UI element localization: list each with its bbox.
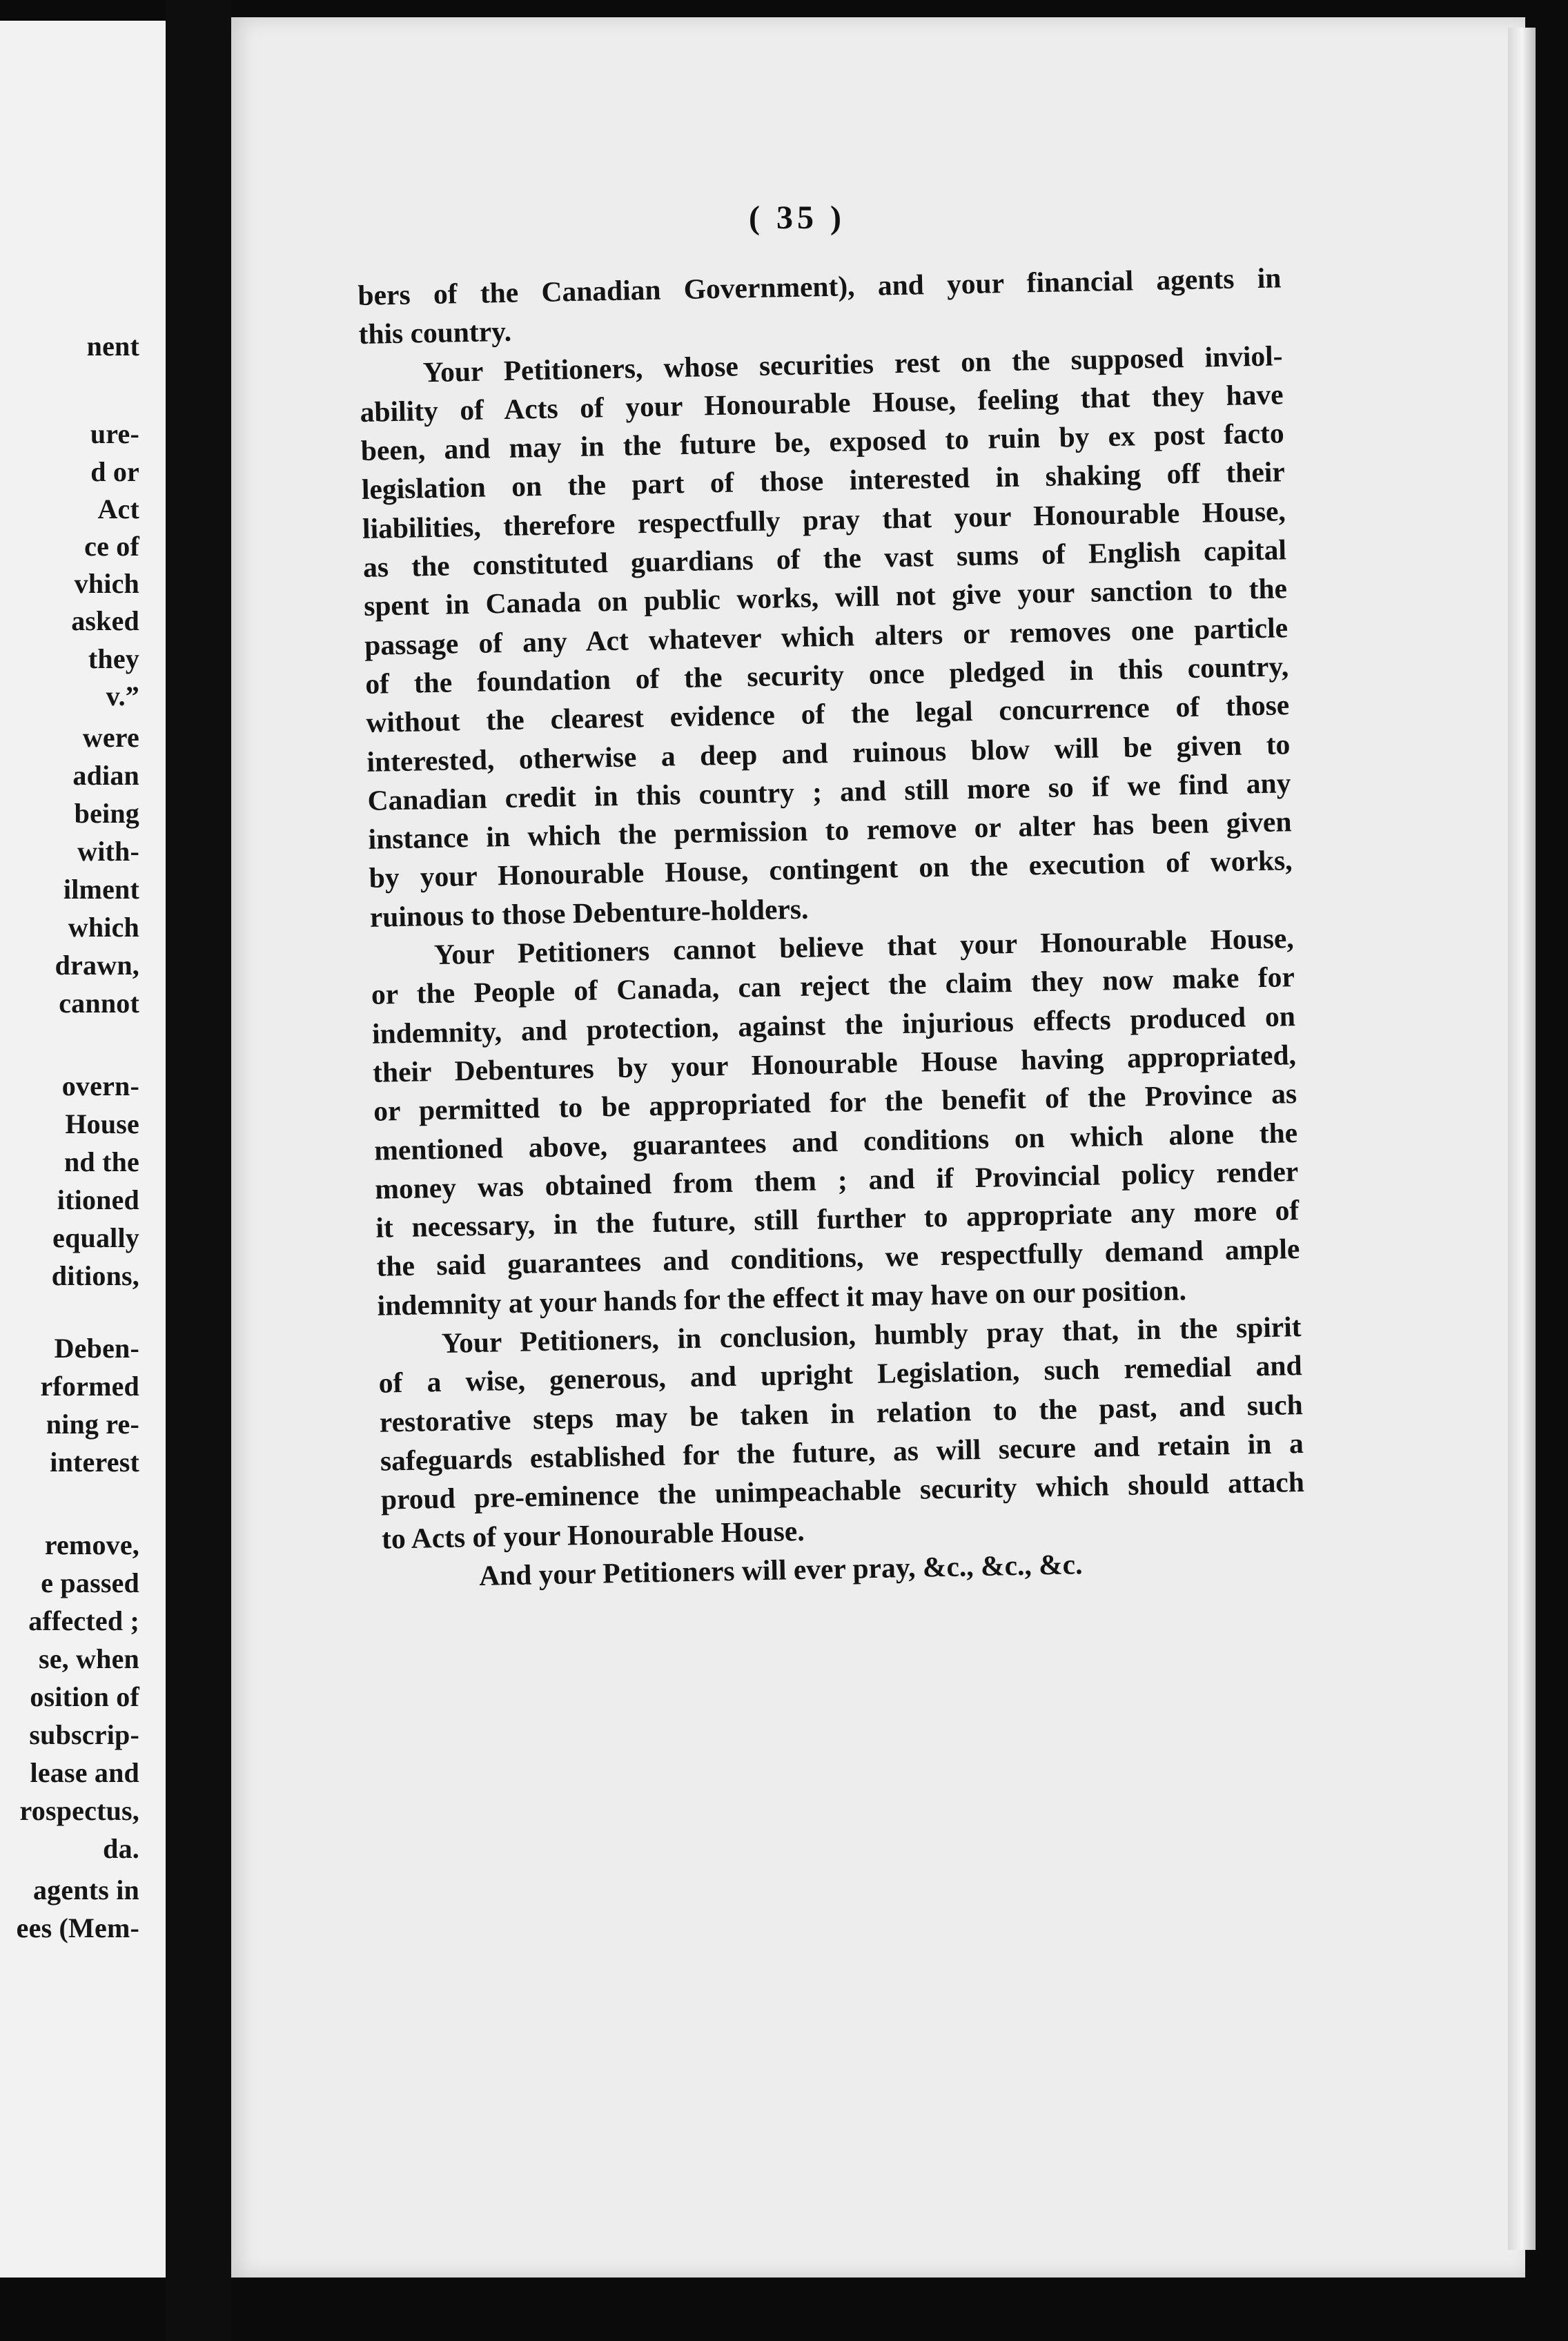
text-line: this country. [358,315,512,351]
text-line: interested, otherwise a deep and ruinous blow will be given to [366,727,1291,778]
text-line: indemnity, and protection, against the injurious effects produced on [371,999,1296,1050]
text-line: Your Petitioners, whose securities rest on the supposed inviol- [422,339,1283,388]
left-page-fragment: which [68,912,139,943]
text-line: passage of any Act whatever which alters or removes one particle [364,611,1288,661]
text-line: And your Petitioners will ever pray, &c., &c., &c. [478,1547,1083,1591]
book-gutter [166,0,231,2341]
text-line: it necessary, in the future, still further to appropriate any more of [375,1194,1300,1244]
text-line: instance in which the permission to remove or alter has been given [368,805,1292,856]
left-page-fragment: rformed [40,1371,139,1402]
text-line: their Debentures by your Honourable House having appropriated, [372,1039,1297,1088]
left-page-fragment: e passed [41,1567,139,1598]
left-page-fragment: ilment [63,874,139,905]
body-text [357,258,1306,1596]
text-line: the said guarantees and conditions, we respectfully demand ample [376,1233,1300,1283]
text-line: proud pre-eminence the unimpeachable security which should attach [380,1466,1305,1516]
page-number: ( 35 ) [749,199,845,236]
left-page-fragment: Deben- [54,1333,139,1364]
left-page-fragment: drawn, [55,950,139,981]
text-line: ability of Acts of your Honourable House, feeling that they have [360,378,1284,428]
text-line: of the foundation of the security once pledged in this country, [364,650,1289,700]
text-line: of a wise, generous, and upright Legislation, such remedial and [378,1349,1302,1400]
left-page-fragment: ning re- [46,1409,139,1440]
text-line: or the People of Canada, can reject the claim they now make for [371,961,1295,1011]
text-line: money was obtained from them ; and if Provincial policy render [374,1155,1299,1205]
left-page-fragment: remove, [44,1529,139,1560]
page-edge [1508,28,1536,2250]
left-page-fragment: asked [71,605,139,636]
left-page-fragment: interest [50,1447,139,1478]
text-line: legislation on the part of those interested in shaking off their [361,456,1286,506]
left-page-fragment: rospectus, [19,1795,139,1826]
left-page-fragment: itioned [57,1184,139,1215]
left-page-fragment: overn- [61,1070,139,1101]
left-page-fragment: were [82,722,139,753]
text-line: safeguards established for the future, as will secure and retain in a [380,1427,1304,1477]
text-line: liabilities, therefore respectfully pray that your Honourable House, [362,495,1286,545]
left-page-fragment: subscrip- [29,1719,139,1750]
text-line: bers of the Canadian Government), and your financial agents in [357,262,1282,311]
left-page-fragment: ce of [84,531,139,562]
left-page-fragment: being [74,798,139,829]
left-page-fragment: nent [86,331,139,362]
left-page-fragment: adian [72,760,139,791]
left-page-fragment: vhich [74,568,139,599]
left-page-fragment: they [88,643,139,674]
text-line: been, and may in the future be, exposed to ruin by ex post facto [360,417,1285,467]
left-page-fragment: affected ; [28,1605,139,1636]
text-line: Your Petitioners cannot believe that your Honourable House, [433,922,1295,971]
text-line: to Acts of your Honourable House. [381,1514,805,1555]
left-page-fragment: v.” [106,680,139,712]
text-line: by your Honourable House, contingent on the execution of works, [369,844,1293,894]
left-page-fragment: da. [103,1833,139,1864]
text-line: spent in Canada on public works, will not give your sanction to the [363,572,1288,623]
text-line: mentioned above, guarantees and conditions on which alone the [373,1116,1298,1166]
left-page-fragment: ure- [90,418,139,449]
text-line: as the constituted guardians of the vast sums of English capital [362,533,1287,583]
left-page-fragment: ees (Mem- [16,1912,139,1943]
left-page-fragment: ditions, [51,1260,139,1291]
left-page-fragment: agents in [32,1874,139,1906]
left-page-fragment: osition of [30,1681,139,1712]
text-line: Canadian credit in this country ; and still more so if we find any [367,767,1291,816]
text-line: or permitted to be appropriated for the benefit of the Province as [373,1077,1297,1128]
left-page-fragment: cannot [59,988,139,1019]
left-page-fragment: d or [90,456,139,487]
text-line: Your Petitioners, in conclusion, humbly pray that, in the spirit [441,1311,1302,1359]
text-line: ruinous to those Debenture-holders. [369,892,809,933]
left-page-fragment: lease and [30,1757,139,1788]
text-line: indemnity at your hands for the effect it may have on our position. [377,1273,1187,1322]
left-page [0,21,166,2278]
left-page-fragment: Act [97,493,139,525]
text-line: restorative steps may be taken in relation to the past, and such [379,1388,1304,1438]
left-page-fragment: se, when [38,1643,139,1674]
left-page-fragment: with- [77,836,139,867]
left-page-fragment: House [65,1108,139,1139]
left-page-fragment: equally [52,1222,139,1253]
text-line: without the clearest evidence of the legal concurrence of those [365,689,1290,739]
left-page-fragment: nd the [63,1146,139,1177]
